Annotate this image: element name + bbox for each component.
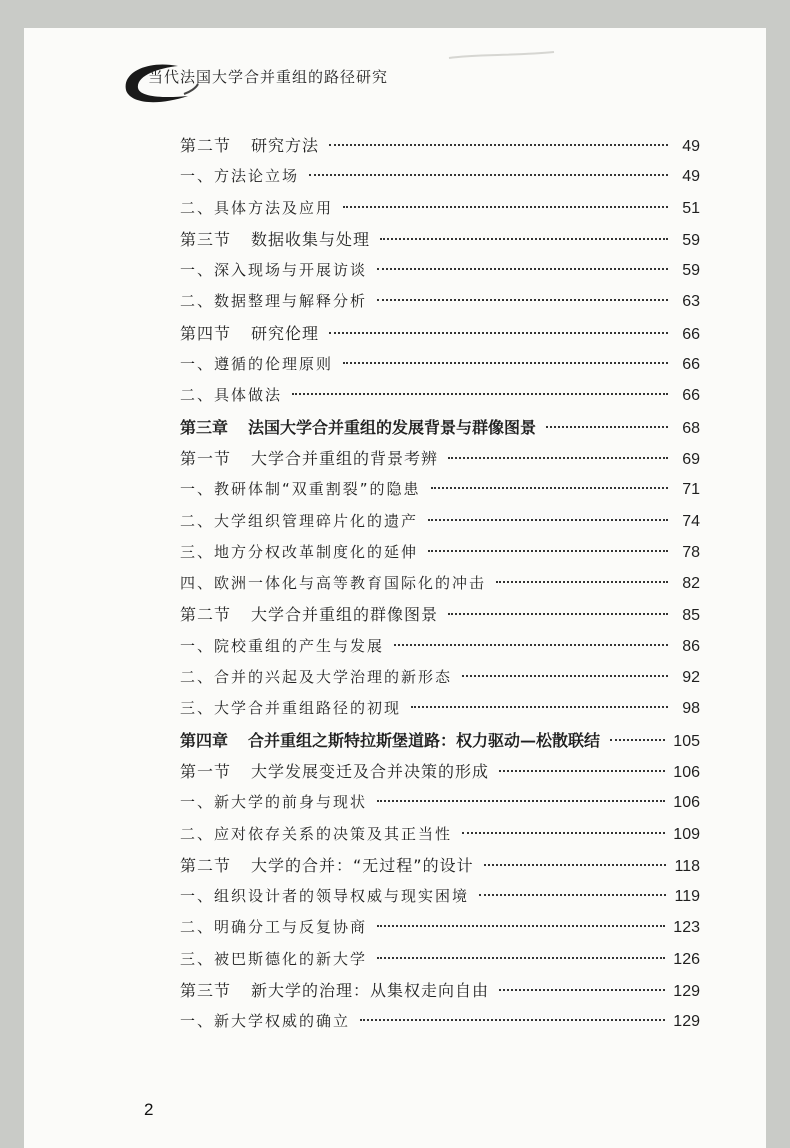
dot-leader [343,362,668,364]
toc-entry-title [180,631,384,662]
dot-leader [377,800,665,802]
toc-entry-label: 第三章 [180,417,229,437]
toc-entry-title [180,725,600,756]
toc-entry-text: 大学合并重组的背景考辨 [251,448,439,468]
dot-leader [479,894,666,896]
toc-section-entry[interactable] [180,224,700,255]
toc-subsection-entry[interactable] [180,693,700,724]
dot-leader [377,957,665,959]
toc-page-number: 129 [673,983,700,1001]
dot-leader [377,925,665,927]
toc-entry-label: 第二节 [180,605,232,625]
toc-entry-text: 二、明确分工与反复协商 [180,918,368,937]
dot-leader [329,332,668,334]
toc-entry-text: 二、应对依存关系的决策及其正当性 [180,824,453,843]
dot-leader [496,581,668,583]
toc-entry-title [180,1006,350,1037]
toc-entry-text: 一、组织设计者的领导权威与现实困境 [180,887,470,906]
running-header-title: 当代法国大学合并重组的路径研究 [148,68,389,86]
toc-entry-label: 第四节 [180,323,232,343]
toc-entry-title [180,881,469,912]
dot-leader [343,206,668,208]
toc-section-entry[interactable] [180,130,700,161]
toc-entry-title [180,756,489,787]
page-number: 2 [144,1100,154,1119]
toc-entry-label: 第四章 [180,730,229,750]
toc-page-number: 106 [673,763,700,781]
toc-entry-title [180,693,401,724]
toc-entry-text: 三、被巴斯德化的新大学 [180,949,368,968]
toc-entry-text: 二、具体做法 [180,386,283,405]
toc-entry-title [180,318,319,349]
dot-leader [411,706,668,708]
dot-leader [428,550,668,552]
page-footer [144,1100,153,1120]
toc-entry-text: 三、大学合并重组路径的初现 [180,699,402,718]
toc-subsection-entry[interactable] [180,631,700,662]
toc-entry-text: 研究伦理 [251,323,320,343]
toc-section-entry[interactable] [180,756,700,787]
toc-entry-title [180,349,333,380]
toc-page-number: 63 [682,293,700,311]
toc-subsection-entry[interactable] [180,537,700,568]
toc-subsection-entry[interactable] [180,380,700,411]
toc-entry-title [180,130,319,161]
toc-page-number: 49 [682,168,700,186]
toc-page-number: 82 [682,575,700,593]
dot-leader [431,487,668,489]
toc-page-number: 59 [682,231,700,249]
toc-entry-label: 第二节 [180,136,232,155]
toc-subsection-entry[interactable] [180,568,700,599]
toc-page-number: 106 [673,794,700,812]
book-page [24,28,766,1148]
toc-subsection-entry[interactable] [180,349,700,380]
toc-entry-title [180,850,474,881]
dot-leader [484,864,667,866]
dot-leader [546,426,668,428]
toc-page-number: 71 [682,481,700,499]
toc-entry-text: 一、遵循的伦理原则 [180,355,334,374]
toc-page-number: 105 [673,732,700,750]
dot-leader [380,238,668,240]
toc-subsection-entry[interactable] [180,1006,700,1037]
dot-leader [499,770,665,772]
toc-page-number: 51 [682,199,700,217]
toc-entry-title [180,944,367,975]
toc-subsection-entry[interactable] [180,474,700,505]
toc-page-number: 66 [682,325,700,343]
toc-entry-title [180,537,418,568]
toc-section-entry[interactable] [180,599,700,630]
toc-section-entry[interactable] [180,318,700,349]
dot-leader [377,299,668,301]
toc-entry-text: 大学的合并：“无过程”的设计 [251,855,474,875]
dot-leader [448,457,668,459]
dot-leader [360,1019,665,1021]
toc-subsection-entry[interactable] [180,662,700,693]
toc-section-entry[interactable] [180,850,700,881]
toc-entry-text: 二、具体方法及应用 [180,198,334,217]
toc-page-number: 66 [682,387,700,405]
toc-entry-title [180,599,438,630]
toc-subsection-entry[interactable] [180,193,700,224]
toc-entry-title [180,474,421,505]
toc-page-number: 85 [682,607,700,625]
toc-subsection-entry[interactable] [180,881,700,912]
toc-entry-text: 二、数据整理与解释分析 [180,292,368,311]
toc-page-number: 69 [682,450,700,468]
toc-page-number: 118 [674,857,700,875]
dot-leader [428,519,668,521]
toc-entry-text: 二、大学组织管理碎片化的遗产 [180,511,419,530]
paper-smudge [444,46,564,66]
toc-entry-title [180,412,536,443]
toc-entry-label: 第一节 [180,448,232,468]
toc-entry-title [180,506,418,537]
toc-entry-text: 数据收集与处理 [251,229,371,249]
toc-entry-text: 三、地方分权改革制度化的延伸 [180,542,419,561]
toc-page-number: 74 [682,512,700,530]
toc-page-number: 86 [682,637,700,655]
toc-subsection-entry[interactable] [180,161,700,192]
toc-entry-title [180,568,486,599]
dot-leader [394,644,668,646]
dot-leader [448,613,668,615]
toc-entry-text: 研究方法 [251,136,320,155]
toc-page-number: 98 [682,700,700,718]
toc-page-number: 66 [682,356,700,374]
toc-subsection-entry[interactable] [180,787,700,818]
toc-entry-text: 一、院校重组的产生与发展 [180,636,385,655]
toc-entry-text: 大学发展变迁及合并决策的形成 [251,761,490,781]
toc-entry-label: 第三节 [180,981,232,1001]
toc-entry-title [180,380,282,411]
toc-entry-text: 大学合并重组的群像图景 [251,605,439,625]
toc-entry-title [180,819,452,850]
toc-entry-text: 四、欧洲一体化与高等教育国际化的冲击 [180,574,487,593]
toc-entry-text: 一、新大学的前身与现状 [180,793,368,812]
toc-entry-title [180,787,367,818]
toc-entry-title [180,662,452,693]
toc-entry-title [180,161,299,192]
toc-entry-title [180,286,367,317]
toc-subsection-entry[interactable] [180,286,700,317]
toc-page-number: 109 [673,825,700,843]
toc-entry-title [180,443,438,474]
toc-chapter-entry[interactable] [180,725,700,756]
toc-entry-text: 新大学的治理：从集权走向自由 [251,981,490,1001]
dot-leader [292,393,668,395]
toc-section-entry[interactable] [180,443,700,474]
dot-leader [499,989,665,991]
running-header [148,66,388,87]
toc-entry-text: 一、教研体制“双重割裂”的隐患 [180,480,421,499]
toc-entry-text: 二、合并的兴起及大学治理的新形态 [180,668,453,687]
toc-page-number: 123 [673,919,700,937]
table-of-contents [180,130,700,1038]
toc-entry-title [180,224,370,255]
toc-page-number: 59 [682,262,700,280]
toc-page-number: 126 [673,950,700,968]
toc-subsection-entry[interactable] [180,255,700,286]
dot-leader [329,144,668,146]
toc-entry-title [180,255,367,286]
toc-entry-label: 第二节 [180,855,232,875]
toc-page-number: 119 [674,888,700,906]
toc-chapter-entry[interactable] [180,412,700,443]
toc-section-entry[interactable] [180,975,700,1006]
toc-entry-text: 一、方法论立场 [180,167,300,186]
dot-leader [610,739,665,741]
toc-page-number: 78 [682,543,700,561]
dot-leader [309,174,668,176]
toc-entry-label: 第三节 [180,229,232,249]
toc-entry-text: 合并重组之斯特拉斯堡道路：权力驱动—松散联结 [248,730,601,750]
toc-entry-title [180,975,489,1006]
toc-entry-text: 一、深入现场与开展访谈 [180,261,368,280]
toc-page-number: 68 [682,419,700,437]
toc-entry-title [180,193,333,224]
dot-leader [377,268,668,270]
toc-subsection-entry[interactable] [180,944,700,975]
toc-subsection-entry[interactable] [180,912,700,943]
toc-subsection-entry[interactable] [180,819,700,850]
toc-subsection-entry[interactable] [180,506,700,537]
toc-page-number: 49 [682,138,700,155]
toc-entry-text: 一、新大学权威的确立 [180,1012,351,1031]
dot-leader [462,832,665,834]
toc-page-number: 92 [682,669,700,687]
toc-page-number: 129 [673,1013,700,1031]
toc-entry-text: 法国大学合并重组的发展背景与群像图景 [248,417,537,437]
toc-entry-label: 第一节 [180,761,232,781]
toc-entry-title [180,912,367,943]
dot-leader [462,675,668,677]
